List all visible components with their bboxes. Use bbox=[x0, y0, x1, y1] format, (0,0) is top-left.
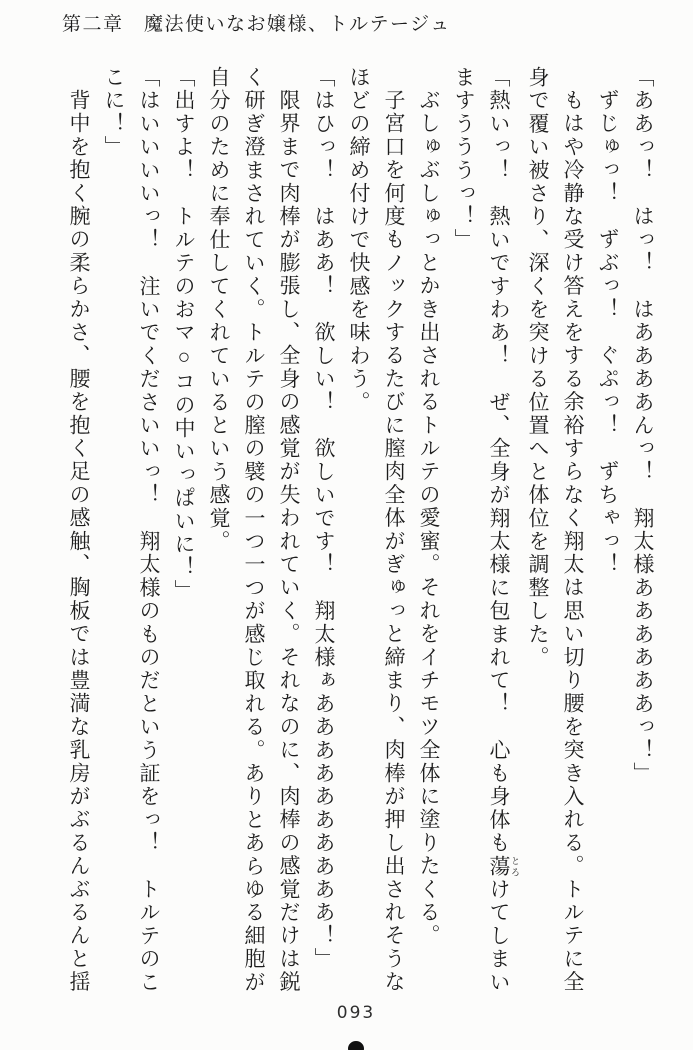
paragraph-dialogue: 「ああっ！ はっ！ はああああんっ！ 翔太様ああああああっ！」 bbox=[631, 66, 655, 786]
paragraph-narration: もはや冷静な受け答えをする余裕すらなく翔太は思い切り腰を突き入れる。トルテに全身で覆い被さり、深くを突ける位置へと体位を調整した。 bbox=[526, 66, 585, 994]
paragraph-dialogue: 「出すよ！ トルテのおマ○コの中いっぱいに！」 bbox=[172, 66, 196, 603]
paragraph-narration: 背中を抱く腕の柔らかさ、腰を抱く足の感触、胸板では豊満な乳房がぶるんぶるんと揺 bbox=[67, 89, 91, 994]
chapter-header: 第二章 魔法使いなお嬢様、トルテージュ bbox=[62, 14, 451, 35]
paragraph-dialogue: 「はいいいいっ！ 注いでくださいいっ！ 翔太様のものだという証をっ！ トルテのここに！」 bbox=[102, 66, 161, 994]
paragraph-narration: ずじゅっ！ ずぶっ！ ぐぷっ！ ずちゃっ！ bbox=[596, 89, 620, 577]
binding-dot bbox=[348, 1041, 364, 1050]
paragraph-dialogue: 「はひっ！ はああ！ 欲しい！ 欲しいです！ 翔太様ぁああああああああああ！」 bbox=[312, 66, 336, 971]
ruby-annotated-kanji: 蕩 とろ bbox=[487, 854, 520, 879]
paragraph-dialogue: 「熱いっ！ 熱いですわあ！ ぜ、全身が翔太様に包まれて！ 心も身体も蕩 とろけてしまいますうううっ！」 bbox=[452, 66, 520, 995]
page-body bbox=[61, 66, 660, 1006]
paragraph-narration: 限界まで肉棒が膨張し、全身の感覚が失われていく。それなのに、肉棒の感覚だけは鋭く研ぎ澄まされていく。トルテの膣の襞の一つ一つが感じ取れる。ありとあらゆる細胞が自分のために奉仕してくれているという感覚。 bbox=[207, 66, 301, 995]
page-number: 093 bbox=[336, 1003, 376, 1023]
paragraph-narration: 子宮口を何度もノックするたびに膣肉全体がぎゅっと締まり、肉棒が押し出されそうなほどの締め付けで快感を味わう。 bbox=[347, 66, 406, 994]
paragraph-narration: ぶしゅぶしゅっとかき出されるトルテの愛蜜。それをイチモツ全体に塗りたくる。 bbox=[417, 89, 441, 948]
